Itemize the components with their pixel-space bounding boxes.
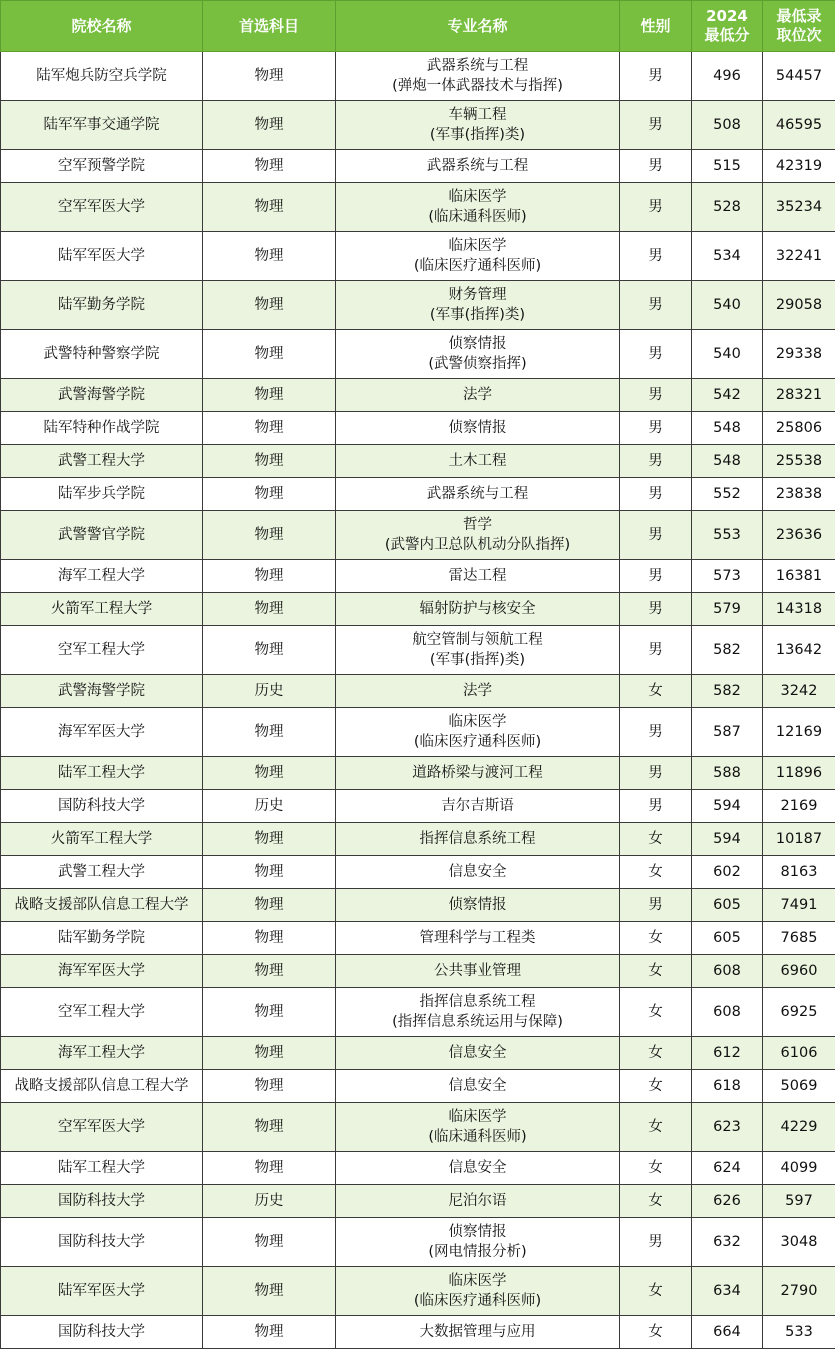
major-line: 武器系统与工程	[338, 484, 617, 504]
cell-min-rank: 23838	[763, 478, 835, 511]
major-line: 哲学	[338, 515, 617, 535]
table-row	[1, 478, 835, 511]
cell-subject: 物理	[203, 955, 336, 988]
cell-gender: 男	[620, 379, 692, 412]
table-row	[1, 675, 835, 708]
cell-school: 陆军工程大学	[1, 1152, 203, 1185]
table-row	[1, 593, 835, 626]
cell-gender: 男	[620, 889, 692, 922]
table-body	[1, 52, 835, 1349]
cell-major	[336, 281, 620, 330]
major-line: (武警内卫总队机动分队指挥)	[338, 535, 617, 555]
cell-school: 火箭军工程大学	[1, 823, 203, 856]
cell-min-score: 623	[692, 1103, 763, 1152]
table-row	[1, 1037, 835, 1070]
major-line: 临床医学	[338, 236, 617, 256]
cell-subject: 物理	[203, 1037, 336, 1070]
table-row	[1, 330, 835, 379]
table-row	[1, 445, 835, 478]
cell-subject: 物理	[203, 511, 336, 560]
cell-subject: 物理	[203, 1218, 336, 1267]
cell-gender: 男	[620, 412, 692, 445]
cell-major	[336, 1103, 620, 1152]
cell-school: 空军军医大学	[1, 183, 203, 232]
cell-gender: 女	[620, 1152, 692, 1185]
cell-major	[336, 183, 620, 232]
cell-min-rank: 3048	[763, 1218, 835, 1267]
cell-min-rank: 35234	[763, 183, 835, 232]
cell-gender: 女	[620, 988, 692, 1037]
cell-min-score: 542	[692, 379, 763, 412]
cell-min-score: 573	[692, 560, 763, 593]
table-row	[1, 922, 835, 955]
cell-major	[336, 790, 620, 823]
cell-subject: 物理	[203, 593, 336, 626]
cell-min-score: 579	[692, 593, 763, 626]
header-min-rank-line2: 取位次	[763, 26, 835, 45]
cell-major	[336, 1152, 620, 1185]
cell-min-score: 594	[692, 823, 763, 856]
major-line: (弹炮一体武器技术与指挥)	[338, 76, 617, 96]
cell-min-rank: 10187	[763, 823, 835, 856]
cell-school: 陆军特种作战学院	[1, 412, 203, 445]
cell-min-score: 582	[692, 675, 763, 708]
cell-min-rank: 14318	[763, 593, 835, 626]
major-line: 管理科学与工程类	[338, 928, 617, 948]
cell-major	[336, 1185, 620, 1218]
cell-min-rank: 6925	[763, 988, 835, 1037]
cell-min-score: 626	[692, 1185, 763, 1218]
cell-major	[336, 330, 620, 379]
cell-school: 空军预警学院	[1, 150, 203, 183]
cell-school: 国防科技大学	[1, 1316, 203, 1349]
cell-min-score: 587	[692, 708, 763, 757]
cell-major	[336, 955, 620, 988]
cell-subject: 历史	[203, 790, 336, 823]
cell-min-rank: 46595	[763, 101, 835, 150]
cell-subject: 物理	[203, 232, 336, 281]
cell-major	[336, 560, 620, 593]
cell-min-rank: 29338	[763, 330, 835, 379]
table-row	[1, 101, 835, 150]
major-line: 吉尔吉斯语	[338, 796, 617, 816]
table-row	[1, 150, 835, 183]
major-line: 尼泊尔语	[338, 1191, 617, 1211]
cell-school: 陆军军医大学	[1, 1267, 203, 1316]
major-line: 航空管制与领航工程	[338, 630, 617, 650]
cell-gender: 男	[620, 593, 692, 626]
cell-major	[336, 626, 620, 675]
cell-gender: 男	[620, 52, 692, 101]
cell-school: 空军军医大学	[1, 1103, 203, 1152]
cell-subject: 物理	[203, 183, 336, 232]
cell-min-rank: 533	[763, 1316, 835, 1349]
table-row	[1, 379, 835, 412]
cell-gender: 男	[620, 511, 692, 560]
major-line: 临床医学	[338, 1271, 617, 1291]
cell-school: 武警警官学院	[1, 511, 203, 560]
cell-min-rank: 16381	[763, 560, 835, 593]
cell-gender: 男	[620, 183, 692, 232]
cell-gender: 男	[620, 150, 692, 183]
cell-school: 陆军军事交通学院	[1, 101, 203, 150]
major-line: (军事(指挥)类)	[338, 650, 617, 670]
cell-min-score: 508	[692, 101, 763, 150]
cell-school: 海军军医大学	[1, 708, 203, 757]
cell-min-score: 634	[692, 1267, 763, 1316]
cell-gender: 女	[620, 1185, 692, 1218]
cell-school: 陆军军医大学	[1, 232, 203, 281]
cell-major	[336, 922, 620, 955]
cell-min-score: 540	[692, 330, 763, 379]
cell-min-score: 605	[692, 889, 763, 922]
major-line: (临床医疗通科医师)	[338, 256, 617, 276]
table-row	[1, 790, 835, 823]
cell-subject: 物理	[203, 281, 336, 330]
cell-min-score: 618	[692, 1070, 763, 1103]
table-row	[1, 511, 835, 560]
cell-school: 陆军勤务学院	[1, 922, 203, 955]
major-line: (临床医疗通科医师)	[338, 1291, 617, 1311]
cell-major	[336, 1267, 620, 1316]
cell-gender: 男	[620, 560, 692, 593]
cell-min-rank: 8163	[763, 856, 835, 889]
cell-min-rank: 29058	[763, 281, 835, 330]
cell-gender: 男	[620, 330, 692, 379]
cell-min-score: 552	[692, 478, 763, 511]
table-row	[1, 1316, 835, 1349]
cell-min-score: 608	[692, 988, 763, 1037]
cell-min-rank: 4229	[763, 1103, 835, 1152]
cell-min-rank: 25538	[763, 445, 835, 478]
cell-major	[336, 988, 620, 1037]
cell-gender: 男	[620, 478, 692, 511]
cell-major	[336, 889, 620, 922]
major-line: 侦察情报	[338, 895, 617, 915]
cell-subject: 物理	[203, 379, 336, 412]
cell-min-score: 588	[692, 757, 763, 790]
table-row	[1, 1103, 835, 1152]
major-line: 武器系统与工程	[338, 56, 617, 76]
cell-subject: 物理	[203, 101, 336, 150]
cell-min-rank: 2790	[763, 1267, 835, 1316]
cell-min-score: 515	[692, 150, 763, 183]
cell-major	[336, 823, 620, 856]
cell-min-rank: 25806	[763, 412, 835, 445]
cell-gender: 女	[620, 1316, 692, 1349]
cell-min-rank: 4099	[763, 1152, 835, 1185]
cell-min-rank: 6960	[763, 955, 835, 988]
table-row	[1, 52, 835, 101]
cell-subject: 物理	[203, 856, 336, 889]
major-line: (临床医疗通科医师)	[338, 732, 617, 752]
major-line: 辐射防护与核安全	[338, 599, 617, 619]
cell-major	[336, 232, 620, 281]
cell-gender: 女	[620, 922, 692, 955]
cell-subject: 物理	[203, 1152, 336, 1185]
table-row	[1, 412, 835, 445]
cell-gender: 女	[620, 675, 692, 708]
major-line: 指挥信息系统工程	[338, 992, 617, 1012]
header-min-score-line1: 2024	[692, 7, 762, 26]
major-line: (军事(指挥)类)	[338, 125, 617, 145]
cell-subject: 物理	[203, 988, 336, 1037]
table-row	[1, 1218, 835, 1267]
cell-school: 空军工程大学	[1, 626, 203, 675]
cell-major	[336, 101, 620, 150]
major-line: 大数据管理与应用	[338, 1322, 617, 1342]
cell-min-score: 608	[692, 955, 763, 988]
cell-gender: 男	[620, 790, 692, 823]
cell-min-score: 496	[692, 52, 763, 101]
table-header-row	[1, 1, 835, 52]
cell-min-score: 664	[692, 1316, 763, 1349]
cell-major	[336, 675, 620, 708]
major-line: (网电情报分析)	[338, 1242, 617, 1262]
major-line: 法学	[338, 681, 617, 701]
major-line: 武器系统与工程	[338, 156, 617, 176]
cell-min-score: 534	[692, 232, 763, 281]
cell-major	[336, 150, 620, 183]
header-major: 专业名称	[336, 1, 620, 52]
header-gender: 性别	[620, 1, 692, 52]
cell-major	[336, 52, 620, 101]
cell-gender: 男	[620, 445, 692, 478]
major-line: 临床医学	[338, 712, 617, 732]
cell-min-rank: 32241	[763, 232, 835, 281]
cell-major	[336, 1316, 620, 1349]
major-line: (军事(指挥)类)	[338, 305, 617, 325]
cell-school: 海军工程大学	[1, 560, 203, 593]
cell-min-score: 540	[692, 281, 763, 330]
major-line: 侦察情报	[338, 1222, 617, 1242]
table-row	[1, 626, 835, 675]
cell-subject: 物理	[203, 1070, 336, 1103]
table-row	[1, 1152, 835, 1185]
cell-school: 陆军炮兵防空兵学院	[1, 52, 203, 101]
cell-min-rank: 11896	[763, 757, 835, 790]
cell-gender: 男	[620, 757, 692, 790]
cell-major	[336, 757, 620, 790]
major-line: 信息安全	[338, 1076, 617, 1096]
cell-min-score: 528	[692, 183, 763, 232]
table-row	[1, 232, 835, 281]
cell-school: 武警海警学院	[1, 379, 203, 412]
table-row	[1, 708, 835, 757]
major-line: 道路桥梁与渡河工程	[338, 763, 617, 783]
major-line: 信息安全	[338, 862, 617, 882]
cell-min-rank: 42319	[763, 150, 835, 183]
cell-school: 战略支援部队信息工程大学	[1, 889, 203, 922]
header-min-rank	[763, 1, 835, 52]
header-subject: 首选科目	[203, 1, 336, 52]
cell-school: 武警工程大学	[1, 445, 203, 478]
major-line: 信息安全	[338, 1043, 617, 1063]
cell-min-rank: 13642	[763, 626, 835, 675]
major-line: (临床通科医师)	[338, 207, 617, 227]
cell-school: 国防科技大学	[1, 1185, 203, 1218]
header-school: 院校名称	[1, 1, 203, 52]
cell-school: 空军工程大学	[1, 988, 203, 1037]
cell-school: 国防科技大学	[1, 1218, 203, 1267]
major-line: 雷达工程	[338, 566, 617, 586]
cell-min-rank: 12169	[763, 708, 835, 757]
cell-major	[336, 856, 620, 889]
cell-major	[336, 379, 620, 412]
table-row	[1, 823, 835, 856]
cell-school: 火箭军工程大学	[1, 593, 203, 626]
cell-min-rank: 23636	[763, 511, 835, 560]
cell-subject: 历史	[203, 675, 336, 708]
cell-school: 战略支援部队信息工程大学	[1, 1070, 203, 1103]
cell-gender: 女	[620, 856, 692, 889]
cell-min-rank: 3242	[763, 675, 835, 708]
table-row	[1, 183, 835, 232]
cell-major	[336, 511, 620, 560]
cell-subject: 物理	[203, 478, 336, 511]
cell-min-rank: 28321	[763, 379, 835, 412]
major-line: 临床医学	[338, 1107, 617, 1127]
header-min-score-line2: 最低分	[692, 26, 762, 45]
cell-min-rank: 7685	[763, 922, 835, 955]
cell-subject: 物理	[203, 889, 336, 922]
cell-gender: 女	[620, 1267, 692, 1316]
cell-subject: 物理	[203, 757, 336, 790]
cell-gender: 男	[620, 232, 692, 281]
major-line: 财务管理	[338, 285, 617, 305]
cell-min-score: 632	[692, 1218, 763, 1267]
cell-school: 陆军勤务学院	[1, 281, 203, 330]
header-min-score	[692, 1, 763, 52]
major-line: 土木工程	[338, 451, 617, 471]
table-row	[1, 889, 835, 922]
cell-major	[336, 1070, 620, 1103]
cell-major	[336, 478, 620, 511]
table-row	[1, 560, 835, 593]
table-row	[1, 1185, 835, 1218]
header-min-rank-line1: 最低录	[763, 7, 835, 26]
cell-min-score: 548	[692, 412, 763, 445]
major-line: 法学	[338, 385, 617, 405]
cell-school: 陆军工程大学	[1, 757, 203, 790]
cell-major	[336, 1218, 620, 1267]
cell-min-score: 594	[692, 790, 763, 823]
major-line: 指挥信息系统工程	[338, 829, 617, 849]
cell-major	[336, 1037, 620, 1070]
cell-major	[336, 445, 620, 478]
cell-subject: 物理	[203, 922, 336, 955]
cell-min-score: 582	[692, 626, 763, 675]
cell-min-score: 602	[692, 856, 763, 889]
cell-gender: 女	[620, 1103, 692, 1152]
cell-school: 陆军步兵学院	[1, 478, 203, 511]
cell-min-rank: 6106	[763, 1037, 835, 1070]
table-row	[1, 1070, 835, 1103]
cell-major	[336, 708, 620, 757]
cell-subject: 物理	[203, 330, 336, 379]
cell-min-rank: 2169	[763, 790, 835, 823]
cell-min-rank: 7491	[763, 889, 835, 922]
cell-subject: 历史	[203, 1185, 336, 1218]
table-row	[1, 955, 835, 988]
cell-min-score: 548	[692, 445, 763, 478]
major-line: 侦察情报	[338, 418, 617, 438]
cell-school: 国防科技大学	[1, 790, 203, 823]
cell-gender: 男	[620, 281, 692, 330]
cell-subject: 物理	[203, 1103, 336, 1152]
major-line: (临床通科医师)	[338, 1127, 617, 1147]
table-row	[1, 1267, 835, 1316]
cell-min-score: 605	[692, 922, 763, 955]
cell-school: 武警海警学院	[1, 675, 203, 708]
cell-subject: 物理	[203, 708, 336, 757]
table-row	[1, 856, 835, 889]
cell-subject: 物理	[203, 626, 336, 675]
cell-gender: 女	[620, 823, 692, 856]
cell-school: 武警特种警察学院	[1, 330, 203, 379]
cell-gender: 男	[620, 101, 692, 150]
cell-subject: 物理	[203, 560, 336, 593]
cell-gender: 男	[620, 1218, 692, 1267]
table-row	[1, 988, 835, 1037]
major-line: 车辆工程	[338, 105, 617, 125]
cell-subject: 物理	[203, 412, 336, 445]
cell-min-rank: 597	[763, 1185, 835, 1218]
cell-subject: 物理	[203, 823, 336, 856]
table-row	[1, 281, 835, 330]
major-line: (指挥信息系统运用与保障)	[338, 1012, 617, 1032]
cell-min-rank: 5069	[763, 1070, 835, 1103]
major-line: (武警侦察指挥)	[338, 354, 617, 374]
cell-gender: 女	[620, 955, 692, 988]
cell-subject: 物理	[203, 150, 336, 183]
cell-school: 武警工程大学	[1, 856, 203, 889]
table-row	[1, 757, 835, 790]
major-line: 公共事业管理	[338, 961, 617, 981]
cell-min-score: 553	[692, 511, 763, 560]
cell-major	[336, 593, 620, 626]
cell-gender: 女	[620, 1070, 692, 1103]
major-line: 临床医学	[338, 187, 617, 207]
cell-school: 海军军医大学	[1, 955, 203, 988]
cell-gender: 男	[620, 626, 692, 675]
cell-subject: 物理	[203, 1267, 336, 1316]
cell-gender: 男	[620, 708, 692, 757]
cell-min-score: 624	[692, 1152, 763, 1185]
major-line: 信息安全	[338, 1158, 617, 1178]
cell-major	[336, 412, 620, 445]
major-line: 侦察情报	[338, 334, 617, 354]
cell-subject: 物理	[203, 445, 336, 478]
cell-school: 海军工程大学	[1, 1037, 203, 1070]
cell-subject: 物理	[203, 1316, 336, 1349]
cell-min-rank: 54457	[763, 52, 835, 101]
cell-min-score: 612	[692, 1037, 763, 1070]
cell-subject: 物理	[203, 52, 336, 101]
cell-gender: 女	[620, 1037, 692, 1070]
